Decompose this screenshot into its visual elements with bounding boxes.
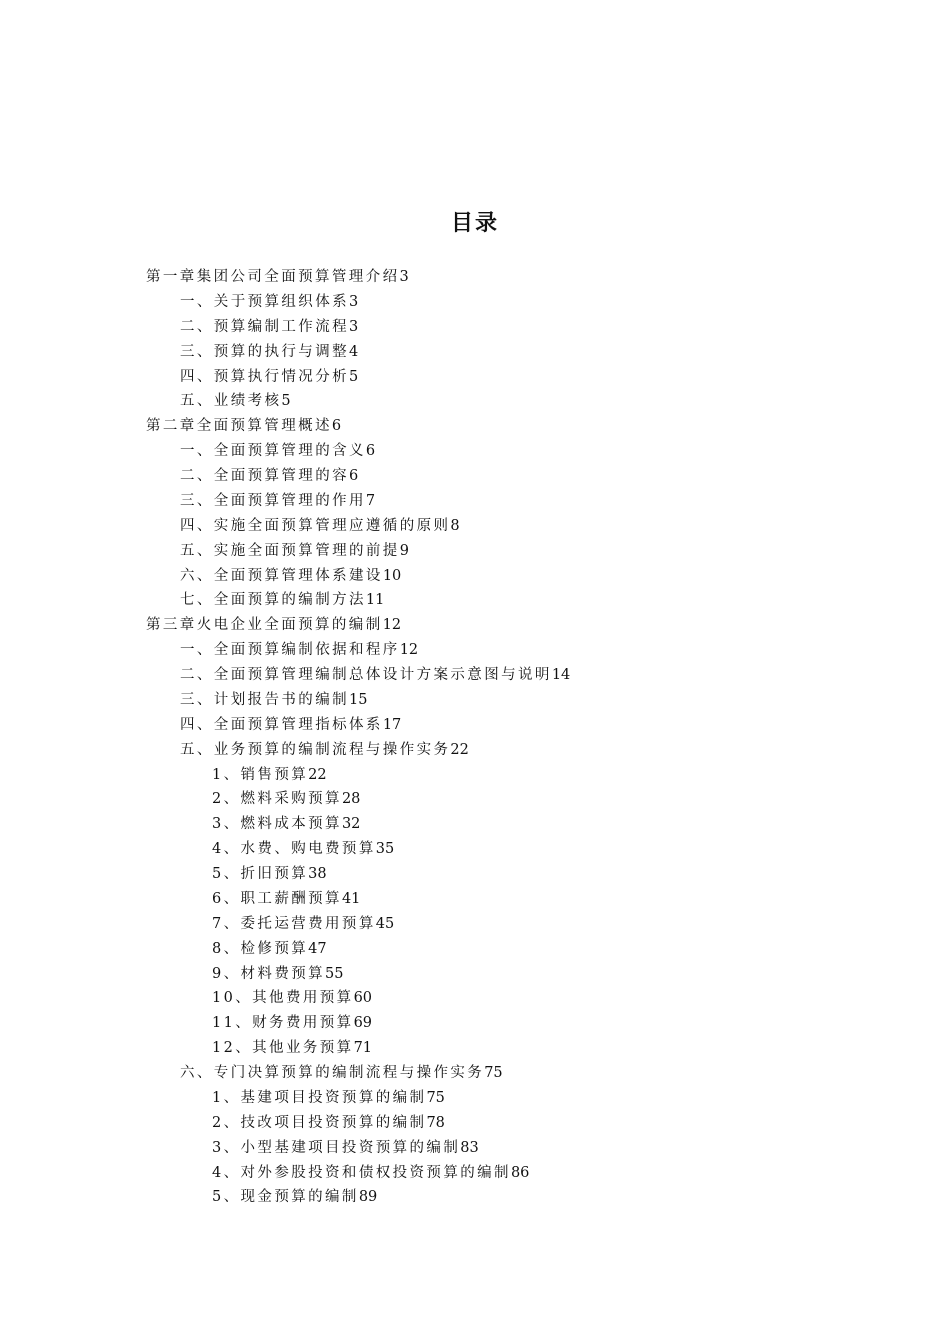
toc-entry-text: 四、实施全面预算管理应遵循的原则: [180, 517, 451, 534]
toc-subsection-entry[interactable]: [0, 1161, 950, 1186]
toc-page-number: 69: [353, 1015, 373, 1032]
toc-page-number: 5: [349, 368, 359, 385]
toc-subsection-entry[interactable]: [0, 837, 950, 862]
toc-page-number: 22: [308, 766, 327, 783]
toc-entry-text: 三、预算的执行与调整: [180, 343, 349, 360]
toc-page-number: 5: [281, 393, 291, 410]
toc-section-entry[interactable]: [0, 439, 950, 464]
toc-subsection-entry[interactable]: [0, 1011, 950, 1036]
toc-entry-text: 8、检修预算: [212, 940, 309, 957]
toc-section-entry[interactable]: [0, 464, 950, 489]
toc-entry-text: 一、关于预算组织体系: [180, 293, 349, 310]
toc-page-number: 17: [382, 716, 402, 733]
toc-section-entry[interactable]: [0, 315, 950, 340]
toc-entry-text: 10、其他费用预算: [212, 990, 354, 1007]
toc-subsection-entry[interactable]: [0, 986, 950, 1011]
toc-entry-text: 1、基建项目投资预算的编制: [212, 1089, 427, 1106]
toc-subsection-entry[interactable]: [0, 1111, 950, 1136]
toc-section-entry[interactable]: [0, 340, 950, 365]
toc-entry-text: 三、计划报告书的编制: [180, 691, 349, 708]
toc-entry-text: 六、全面预算管理体系建设: [180, 567, 383, 584]
toc-subsection-entry[interactable]: [0, 812, 950, 837]
toc-page-number: 15: [349, 691, 368, 708]
toc-page-number: 75: [426, 1089, 445, 1106]
toc-page-number: 89: [358, 1189, 378, 1206]
toc-entry-text: 4、对外参股投资和债权投资预算的编制: [212, 1164, 511, 1181]
toc-page-number: 45: [375, 915, 395, 932]
toc-entry-text: 五、业绩考核: [180, 393, 282, 410]
toc-subsection-entry[interactable]: [0, 763, 950, 788]
toc-section-entry[interactable]: [0, 1061, 950, 1086]
toc-subsection-entry[interactable]: [0, 1136, 950, 1161]
toc-section-entry[interactable]: [0, 514, 950, 539]
toc-section-entry[interactable]: [0, 638, 950, 663]
toc-entry-text: 一、全面预算编制依据和程序: [180, 642, 400, 659]
toc-page-number: 3: [349, 293, 359, 310]
toc-entry-text: 第二章全面预算管理概述: [146, 418, 332, 435]
toc-section-entry[interactable]: [0, 688, 950, 713]
toc-page-number: 35: [375, 841, 395, 858]
toc-entry-text: 二、全面预算管理的容: [180, 468, 349, 484]
toc-section-entry[interactable]: [0, 713, 950, 738]
toc-page-number: 60: [353, 990, 373, 1007]
toc-page-number: 83: [460, 1139, 479, 1156]
toc-subsection-entry[interactable]: [0, 787, 950, 812]
toc-section-entry[interactable]: [0, 738, 950, 763]
toc-page-number: 12: [382, 617, 402, 634]
toc-chapter-entry[interactable]: [0, 613, 950, 638]
toc-page-number: 8: [450, 517, 460, 534]
toc-section-entry[interactable]: [0, 564, 950, 589]
toc-page-number: 47: [308, 940, 327, 957]
toc-entry-text: 五、实施全面预算管理的前提: [180, 542, 400, 559]
toc-entry-text: 四、预算执行情况分析: [180, 368, 349, 385]
toc-entry-text: 4、水费、购电费预算: [212, 841, 376, 858]
toc-page-number: 38: [308, 866, 327, 882]
toc-chapter-entry[interactable]: [0, 414, 950, 439]
toc-entry-text: 5、现金预算的编制: [212, 1189, 359, 1206]
toc-entry-text: 3、燃料成本预算: [212, 816, 342, 833]
toc-page-number: 71: [353, 1040, 373, 1057]
toc-entry-text: 六、专门决算预算的编制流程与操作实务: [180, 1065, 485, 1081]
toc-subsection-entry[interactable]: [0, 962, 950, 987]
toc-entry-text: 5、折旧预算: [212, 866, 309, 882]
toc-page-number: 6: [349, 468, 359, 484]
toc-entry-text: 一、全面预算管理的含义: [180, 443, 366, 460]
toc-subsection-entry[interactable]: [0, 937, 950, 962]
toc-title: 目录: [450, 211, 499, 236]
toc-page-number: 78: [426, 1114, 445, 1131]
toc-entry-text: 2、技改项目投资预算的编制: [212, 1114, 427, 1131]
toc-entry-text: 二、预算编制工作流程: [180, 318, 349, 335]
toc-page-number: 75: [484, 1065, 503, 1081]
toc-page-number: 3: [349, 318, 359, 335]
toc-entry-text: 第一章集团公司全面预算管理介绍: [146, 269, 400, 285]
toc-page-number: 22: [450, 741, 469, 758]
toc-page-number: 6: [365, 443, 376, 460]
toc-page-number: 10: [382, 567, 402, 584]
toc-page-number: 6: [331, 418, 342, 435]
toc-section-entry[interactable]: [0, 663, 950, 688]
toc-entry-text: 7、委托运营费用预算: [212, 915, 376, 932]
toc-subsection-entry[interactable]: [0, 862, 950, 887]
toc-subsection-entry[interactable]: [0, 1036, 950, 1061]
toc-page-number: 55: [325, 965, 344, 982]
toc-section-entry[interactable]: [0, 489, 950, 514]
toc-page-number: 32: [341, 816, 361, 833]
toc-entry-text: 2、燃料采购预算: [212, 791, 342, 808]
toc-subsection-entry[interactable]: [0, 1086, 950, 1111]
toc-page-number: 4: [349, 343, 359, 360]
toc-entry-text: 6、职工薪酬预算: [212, 890, 342, 907]
toc-entry-text: 1、销售预算: [212, 766, 309, 783]
toc-list: [0, 265, 950, 1210]
toc-entry-text: 第三章火电企业全面预算的编制: [146, 617, 383, 634]
toc-page-number: 3: [399, 269, 409, 285]
toc-section-entry[interactable]: [0, 588, 950, 613]
toc-page-number: 9: [399, 542, 409, 559]
toc-entry-text: 11、财务费用预算: [212, 1015, 354, 1032]
toc-entry-text: 二、全面预算管理编制总体设计方案示意图与说明: [180, 667, 552, 683]
toc-subsection-entry[interactable]: [0, 912, 950, 937]
toc-subsection-entry[interactable]: [0, 887, 950, 912]
toc-page-number: 12: [399, 642, 419, 659]
toc-section-entry[interactable]: [0, 539, 950, 564]
toc-page-number: 28: [341, 791, 361, 808]
toc-entry-text: 四、全面预算管理指标体系: [180, 716, 383, 733]
toc-entry-text: 12、其他业务预算: [212, 1040, 354, 1057]
toc-subsection-entry[interactable]: [0, 1185, 950, 1210]
toc-page-number: 14: [551, 667, 571, 683]
toc-page-number: 41: [341, 890, 361, 907]
toc-section-entry[interactable]: [0, 290, 950, 315]
toc-entry-text: 三、全面预算管理的作用: [180, 492, 366, 509]
toc-section-entry[interactable]: [0, 389, 950, 414]
toc-page-number: 86: [510, 1164, 530, 1181]
toc-entry-text: 3、小型基建项目投资预算的编制: [212, 1139, 461, 1156]
toc-page-number: 11: [365, 592, 385, 609]
toc-section-entry[interactable]: [0, 365, 950, 390]
toc-entry-text: 五、业务预算的编制流程与操作实务: [180, 741, 451, 758]
toc-entry-text: 七、全面预算的编制方法: [180, 592, 366, 609]
toc-entry-text: 9、材料费预算: [212, 965, 326, 982]
toc-page-number: 7: [365, 492, 376, 509]
toc-chapter-entry[interactable]: [0, 265, 950, 290]
